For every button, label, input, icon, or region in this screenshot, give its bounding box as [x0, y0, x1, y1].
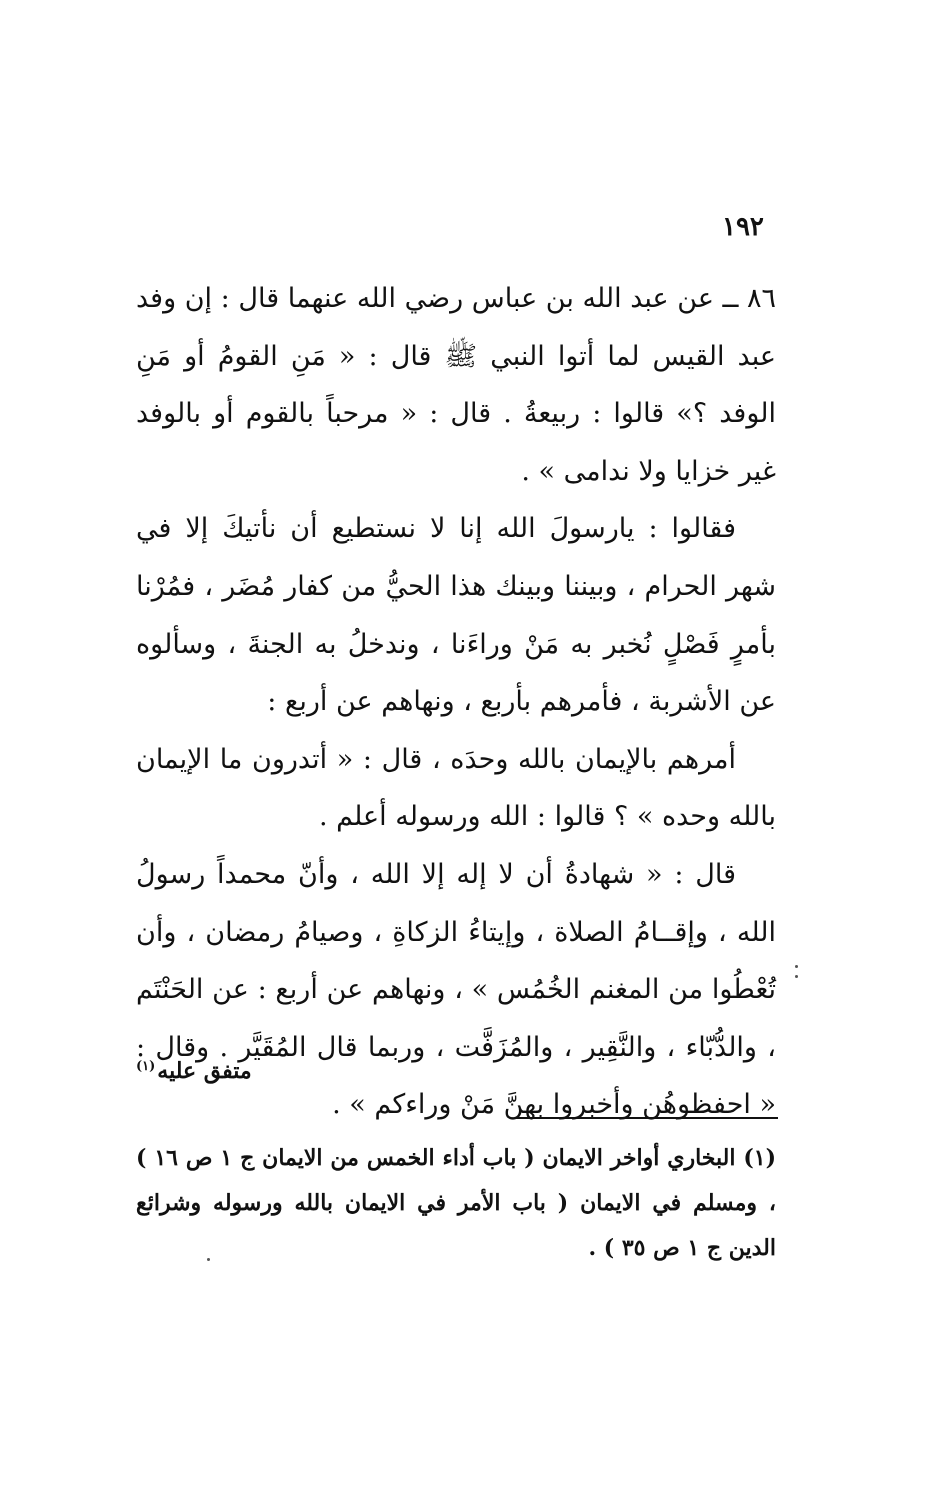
footnote-reference: (١) — [136, 1058, 156, 1074]
paragraph-hadith-intro: ٨٦ ــ عن عبد الله بن عباس رضي الله عنهما قال : إن وفد عبد القيس لما أتوا النبي ﷺ قال : « مَنِ القومُ أو مَنِ الوفد ؟» قالوا : ربيعةُ . قال : « مرحباً بالقوم أو بالوفد غير خزايا ولا ندامى » . — [136, 283, 776, 487]
hadith-attribution — [136, 1058, 776, 1084]
attribution-label: متفق عليه — [157, 1058, 252, 1084]
page-number: ١٩٢ — [722, 212, 764, 242]
scan-speck — [795, 965, 798, 968]
scan-speck — [795, 975, 798, 978]
paragraph-prophet-answer: قال : « شهادةُ أن لا إله إلا الله ، وأنّ محمداً رسولُ الله ، وإقــامُ الصلاة ، وإيتاءُ الزكاةِ ، وصيامُ رمضان ، وأن تُعْطُوا من المغنم الخُمُس » ، ونهاهم عن أربع : عن الحَنْتَم ، والدُّبّاء ، والنَّقِير ، والمُزَفَّت ، وربما قال المُقَيَّر . وقال : « احفظوهُن وأخبروا بهنَّ مَنْ وراءكم » . — [136, 858, 776, 1121]
paragraph-faith-question: أمرهم بالإيمان بالله وحدَه ، قال : « أتدرون ما الإيمان بالله وحده » ؟ قالوا : الله ورسوله أعلم . — [136, 743, 776, 833]
paragraph-delegation-request: فقالوا : يارسولَ الله إنا لا نستطيع أن نأتيكَ إلا في شهر الحرام ، وبيننا وبينك هذا الحيُّ من كفار مُضَر ، فمُرْنا بأمرٍ فَصْلٍ نُخبر به مَنْ وراءَنا ، وندخلُ به الجنةَ ، وسألوه عن الأشربة ، فأمرهم بأربع ، ونهاهم عن أربع : — [136, 513, 776, 718]
footnote-1: (١) البخاري أواخر الايمان ( باب أداء الخمس من الايمان ج ١ ص ١٦ ) ، ومسلم في الايمان ( باب الأمر في الايمان بالله ورسوله وشرائع الدين ج ١ ص ٣٥ ) . — [136, 1145, 776, 1261]
scan-speck — [207, 1258, 210, 1261]
footnote-divider — [516, 1117, 778, 1119]
footnotes — [136, 1136, 776, 1271]
hadith-text — [136, 270, 776, 1134]
